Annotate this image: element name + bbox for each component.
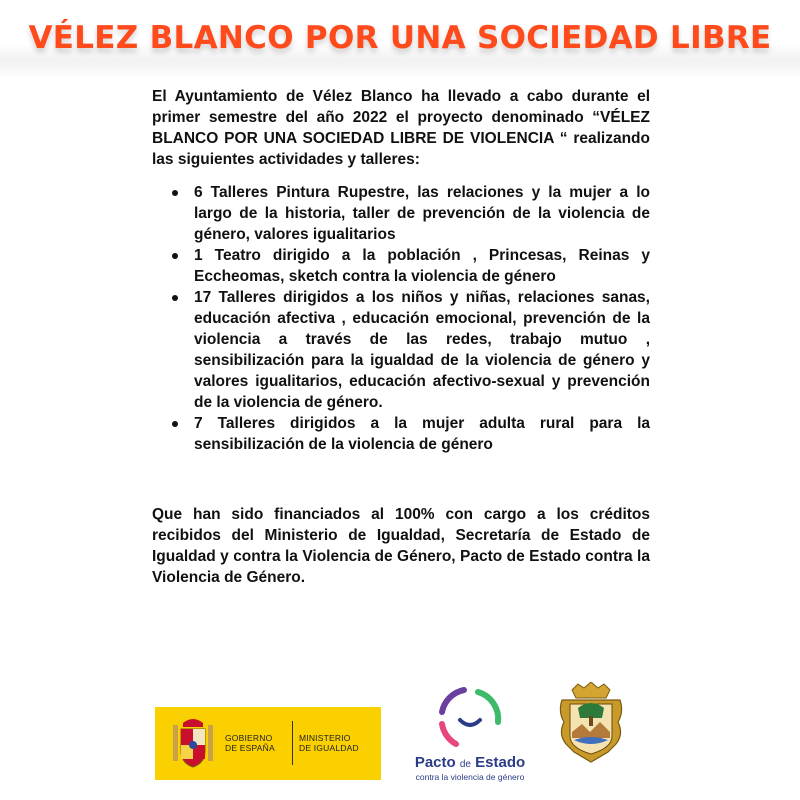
logo-divider [292,721,293,765]
activity-list [152,182,650,455]
activity-text: 17 Talleres dirigidos a los niños y niñas, relaciones sanas, educación afectiva , educación emocional, prevención de la violencia a través de las redes, trabajo mutuo , sensibilización para la igualdad de la violencia de género y valores igualitarios, educación afectivo-sexual y prevención de la violencia de género. [194,289,650,411]
ministerio-line-1: MINISTERIO [299,733,351,743]
ministerio-line-2: DE IGUALDAD [299,743,359,753]
page-title: VÉLEZ BLANCO POR UNA SOCIEDAD LIBRE [28,20,772,56]
bullet-icon [172,190,178,196]
closing-paragraph: Que han sido financiados al 100% con cargo a los créditos recibidos del Ministerio de Igualdad, Secretaría de Estado de Igualdad y contra la Violencia de Género, Pacto de Estado contra la Violencia de Género. [152,506,650,586]
activity-text: 7 Talleres dirigidos a la mujer adulta rural para la sensibilización de la violencia de género [194,415,650,453]
bullet-icon [172,421,178,427]
list-item [152,413,650,455]
gobierno-line-2: DE ESPAÑA [225,743,275,753]
velez-blanco-crest-icon [556,682,626,764]
spain-coat-of-arms-icon [169,715,217,773]
activity-text: 6 Talleres Pintura Rupestre, las relaciones y la mujer a lo largo de la historia, taller de prevención de la violencia de género, valores igualitarios [194,184,650,243]
pacto-title: Pacto de Estado [414,754,526,771]
list-item [152,287,650,413]
intro-paragraph: El Ayuntamiento de Vélez Blanco ha llevado a cabo durante el primer semestre del año 2022 el proyecto denominado “VÉLEZ BLANCO POR UNA SOCIEDAD LIBRE DE VIOLENCIA “ realizando las siguientes actividades y talleres: [152,88,650,168]
document-body [152,86,650,588]
bullet-icon [172,295,178,301]
gobierno-ministerio-logo [155,707,381,780]
pacto-smile-ring-icon [426,682,514,754]
bullet-icon [172,253,178,259]
gobierno-line-1: GOBIERNO [225,733,273,743]
list-item [152,182,650,245]
pacto-subtitle: contra la violencia de género [415,772,525,782]
pacto-de-estado-logo [400,680,540,790]
sponsor-logos [0,680,800,800]
activity-text: 1 Teatro dirigido a la población , Princesas, Reinas y Eccheomas, sketch contra la violencia de género [194,247,650,285]
page-header [0,0,800,78]
list-item [152,245,650,287]
